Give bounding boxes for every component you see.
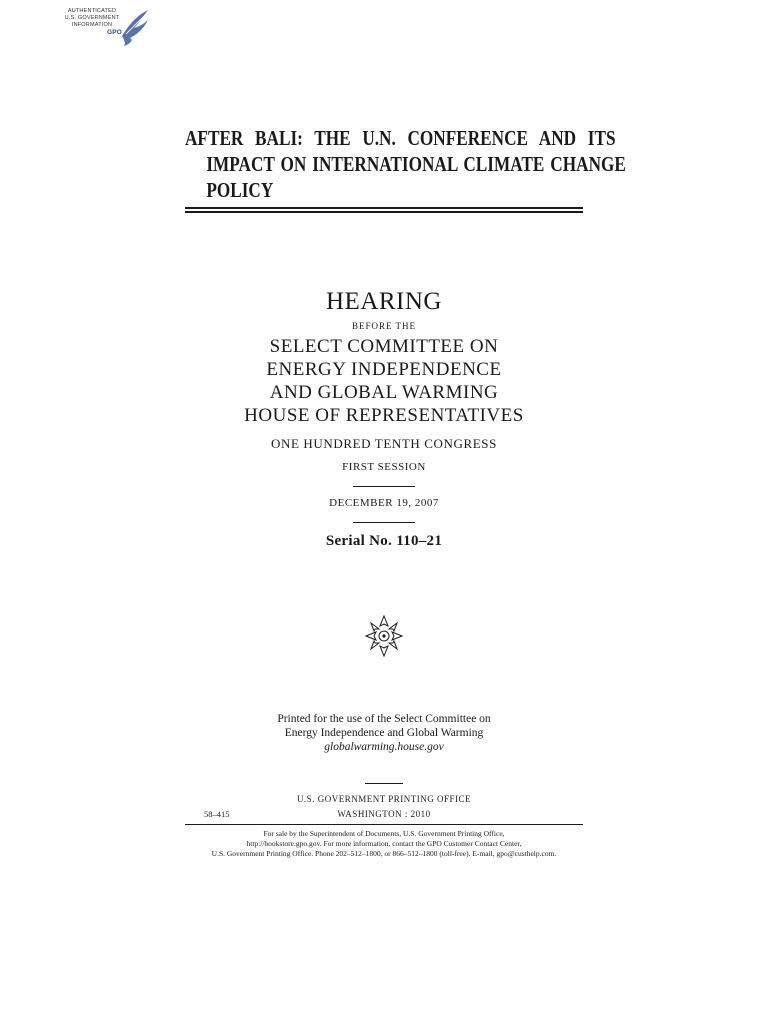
session-rule xyxy=(353,486,415,487)
eagle-icon xyxy=(118,6,152,48)
office-year: 2010 xyxy=(410,809,431,819)
committee-line-2: ENERGY INDEPENDENCE xyxy=(266,359,502,380)
committee-line-4: HOUSE OF REPRESENTATIVES xyxy=(244,405,524,426)
title-line-1: AFTER BALI: THE U.N. CONFERENCE AND ITS xyxy=(185,126,616,150)
committee-line-3: AND GLOBAL WARMING xyxy=(269,382,499,403)
logo-text-authenticated: AUTHENTICATED xyxy=(67,8,117,14)
printed-for-line-1: Printed for the use of the Select Committee on xyxy=(277,713,491,725)
sale-notice-line-2: http://bookstore.gpo.gov. For more information, contact the GPO Customer Contact Center, xyxy=(246,839,522,848)
printing-office-name: U.S. GOVERNMENT PRINTING OFFICE xyxy=(296,794,472,804)
office-rule xyxy=(365,783,403,784)
committee-line-1: SELECT COMMITTEE ON xyxy=(269,336,499,357)
before-the-label: BEFORE THE xyxy=(351,321,417,331)
congress-label: ONE HUNDRED TENTH CONGRESS xyxy=(271,436,497,451)
serial-number: Serial No. 110–21 xyxy=(325,533,443,549)
sale-notice-line-3: U.S. Government Printing Office. Phone 202–512–1800, or 866–512–1800 (toll-free). E-mail, gpo@custhelp.com. xyxy=(211,849,557,858)
logo-text-government: U.S. GOVERNMENT xyxy=(64,15,120,21)
office-location: WASHINGTON : 2010 xyxy=(337,809,431,819)
title-rule-top xyxy=(185,207,583,209)
hearing-heading: HEARING xyxy=(326,288,442,315)
office-city: WASHINGTON xyxy=(337,809,403,819)
date-rule xyxy=(353,522,415,523)
printer-ornament-icon xyxy=(364,614,404,658)
gpo-authenticated-logo xyxy=(62,6,152,48)
title-line-3: POLICY xyxy=(206,178,274,202)
printed-for-line-2: Energy Independence and Global Warming xyxy=(284,727,484,739)
title-line-2: IMPACT ON INTERNATIONAL CLIMATE CHANGE xyxy=(206,152,626,176)
document-title xyxy=(185,125,626,203)
hearing-date: DECEMBER 19, 2007 xyxy=(329,497,439,509)
session-label: FIRST SESSION xyxy=(342,461,426,473)
committee-website: globalwarming.house.gov xyxy=(324,741,444,753)
sale-rule xyxy=(185,824,583,825)
sale-notice-line-1: For sale by the Superintendent of Documents, U.S. Government Printing Office, xyxy=(263,829,505,838)
logo-text-gpo: GPO xyxy=(106,29,122,36)
title-rule-bottom xyxy=(185,211,583,213)
logo-text-information: INFORMATION xyxy=(71,22,113,28)
jacket-number: 58–415 xyxy=(204,809,230,819)
